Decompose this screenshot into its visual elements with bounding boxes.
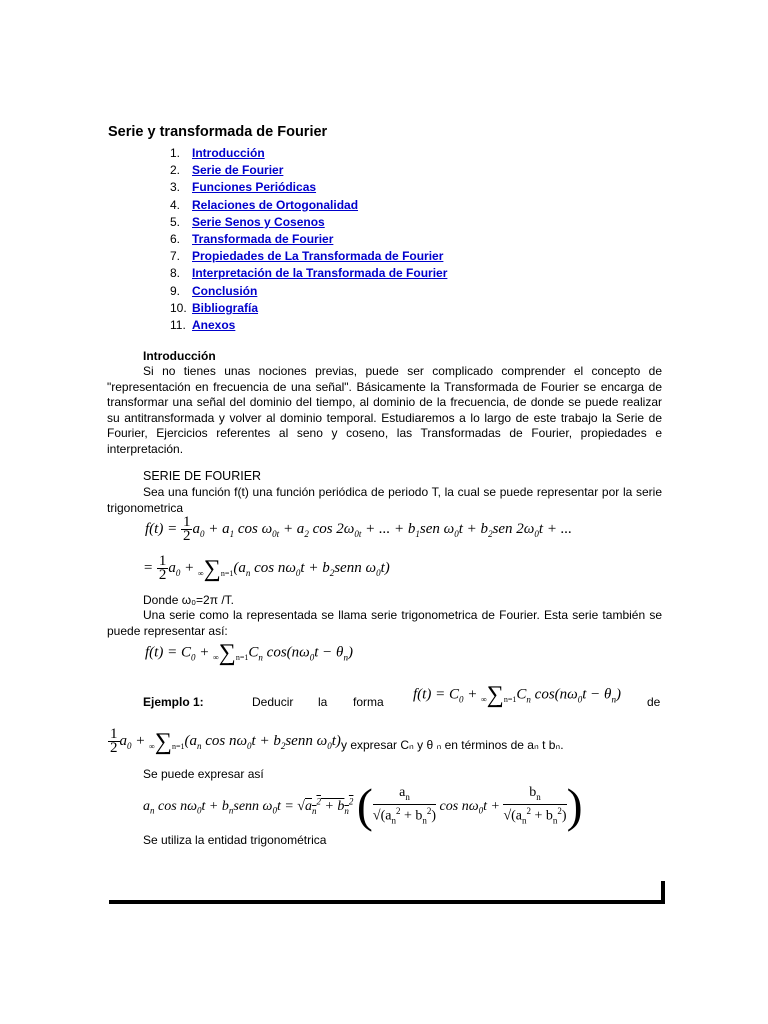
toc-link[interactable]: Serie Senos y Cosenos bbox=[192, 214, 325, 229]
toc-link[interactable]: Relaciones de Ortogonalidad bbox=[192, 197, 359, 212]
toc-item bbox=[170, 179, 447, 196]
toc-item bbox=[170, 300, 447, 317]
toc-number: 6. bbox=[170, 231, 181, 246]
equation-ejemplo-form: $f(t) = C_0 + \infty\sum n=1C_n$ $\cos(n\omega_0t - \theta_n)$ bbox=[413, 682, 621, 708]
equation-fourier-series: f(t) = $\frac{1}{2}$ $a_0 + a_1$ $\cos \omega_{0t} + a_2$ $\cos 2\omega_{0t}$ + ... + $b_1sen$ $\omega_0t + b_2sen$ $2\omega_0t$ + ... bbox=[145, 514, 572, 544]
toc-number: 10. bbox=[170, 300, 187, 315]
toc-number: 8. bbox=[170, 266, 181, 281]
serie-paragraph-2 bbox=[107, 608, 662, 639]
table-of-contents bbox=[170, 145, 447, 334]
toc-item bbox=[170, 197, 447, 214]
page-title: Serie y transformada de Fourier bbox=[108, 124, 328, 140]
toc-link[interactable]: Introducción bbox=[192, 146, 265, 160]
toc-number: 1. bbox=[170, 146, 181, 160]
toc-item bbox=[170, 214, 447, 231]
toc-link[interactable]: Conclusión bbox=[192, 283, 258, 298]
serie-heading: SERIE DE FOURIER bbox=[143, 469, 262, 483]
toc-link[interactable]: Propiedades de La Transformada de Fourier bbox=[192, 249, 444, 264]
toc-number: 7. bbox=[170, 249, 181, 264]
toc-item bbox=[170, 162, 447, 179]
toc-item bbox=[170, 283, 447, 300]
intro-paragraph bbox=[107, 364, 662, 457]
ejemplo-word-la: la bbox=[318, 695, 328, 709]
ejemplo-word-de: de bbox=[647, 695, 661, 709]
toc-number: 2. bbox=[170, 163, 181, 178]
serie-p1-text: Sea una función f(t) una función periódica de periodo T, la cual se puede representar por la serie trigonometrica bbox=[107, 485, 662, 515]
intro-text: Si no tienes unas nociones previas, puede ser complicado comprender el concepto de "representación en frecuencia de una señal". Básicamente la Transformada de Fourier se encarga de transformar una señal del dominio del tiempo, al dominio de la frecuencia, de donde se puede realizar su antitransformada y volver al dominio temporal. Estudiaremos a lo largo de este trabajo la Serie de Fourier, Ejercicios referentes al seno y coseno, las Transformadas de Fourier, propiedades e interpretación. bbox=[107, 364, 662, 456]
toc-number: 3. bbox=[170, 180, 181, 195]
toc-item bbox=[170, 248, 447, 265]
ejemplo-word-forma: forma bbox=[353, 695, 384, 709]
ejemplo-label: Ejemplo 1: bbox=[143, 695, 204, 709]
serie-paragraph-1 bbox=[107, 485, 662, 516]
serie-p2-text: Una serie como la representada se llama serie trigonometrica de Fourier. Esta serie también se puede representar así: bbox=[107, 608, 662, 638]
toc-link[interactable]: Interpretación de la Transformada de Fourier bbox=[192, 266, 448, 281]
toc-item bbox=[170, 317, 447, 334]
toc-number: 11. bbox=[170, 317, 186, 332]
se-puede-expresar: Se puede expresar así bbox=[143, 767, 264, 781]
ejemplo-continuation: y expresar Cₙ y θ ₙ en términos de aₙ t bₙ. bbox=[341, 738, 564, 752]
toc-number: 5. bbox=[170, 214, 181, 229]
toc-link[interactable]: Transformada de Fourier bbox=[192, 231, 334, 246]
page-border-bottom bbox=[109, 900, 665, 904]
toc-item bbox=[170, 145, 447, 162]
toc-link[interactable]: Serie de Fourier bbox=[192, 163, 284, 178]
se-utiliza-entidad: Se utiliza la entidad trigonométrica bbox=[143, 833, 327, 847]
donde-line: Donde ω₀=2π /T. bbox=[143, 593, 235, 607]
toc-item bbox=[170, 265, 447, 282]
toc-number: 4. bbox=[170, 197, 181, 212]
toc-link[interactable]: Funciones Periódicas bbox=[192, 180, 317, 195]
equation-ejemplo-series: $\frac{1}{2}$ $a_0 + \infty\sum n=1(a_n$ $\cos n\omega_0t$ + $b_2senn$ $\omega_0t$) bbox=[110, 726, 341, 756]
equation-amplitude-phase: $f(t) = C_0 + \infty\sum n=1C_n$ $\cos(n\omega_0t - \theta_n)$ bbox=[145, 640, 353, 666]
equation-fourier-sum: = $\frac{1}{2}$ $a_0 + \infty\sum n=1(a_n$ $\cos n\omega_0t$ + $b_2senn$ $\omega_0t$) bbox=[143, 553, 390, 583]
intro-heading: Introducción bbox=[143, 349, 216, 363]
toc-number: 9. bbox=[170, 283, 181, 298]
toc-link[interactable]: Bibliografía bbox=[192, 300, 259, 315]
toc-link[interactable]: Anexos bbox=[192, 317, 236, 332]
ejemplo-word-deducir: Deducir bbox=[252, 695, 294, 709]
toc-item bbox=[170, 231, 447, 248]
equation-expansion: $a_n$ $\cos n\omega_0t$ + $b_nsenn$ $\omega_0t = √a_n^2 + b_n^2$ ( $\frac{a_n}{√(a_n^2 + b_n^2)}$ $\cos n\omega_0t$ + $\frac{b_n}{√(a_n^2 + b_n^2)}$ ) bbox=[143, 779, 583, 833]
